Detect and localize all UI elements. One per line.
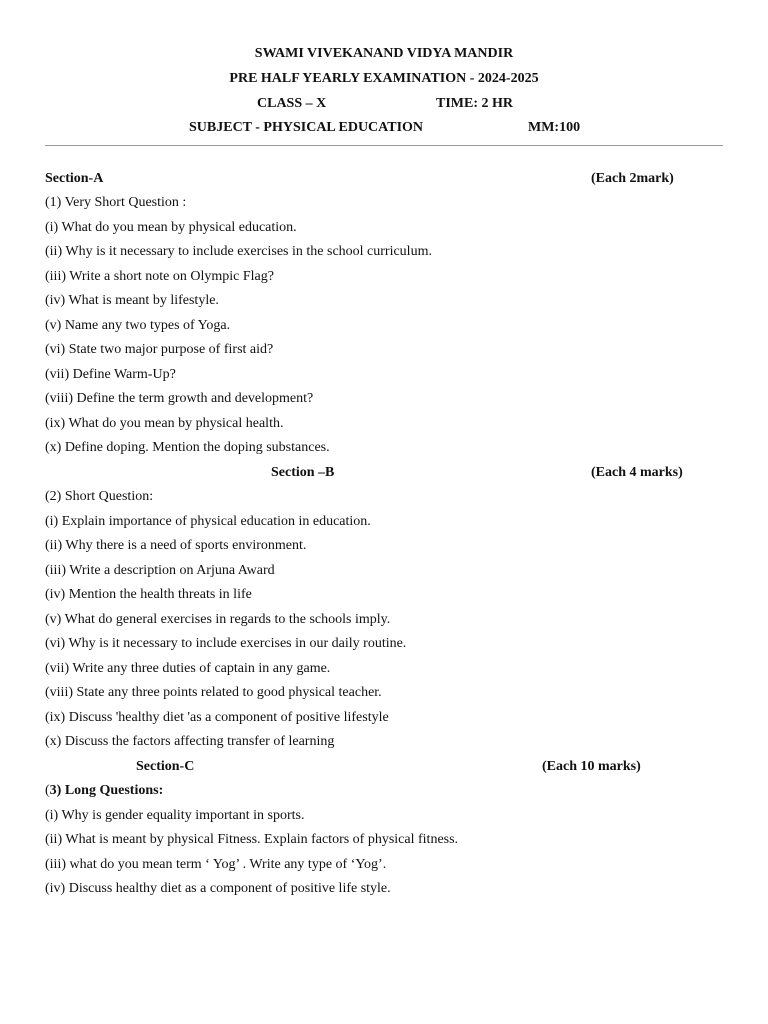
question-a-6: (vi) State two major purpose of first aid? xyxy=(45,342,274,357)
question-c-2: (ii) What is meant by physical Fitness. Explain factors of physical fitness. xyxy=(45,832,459,847)
question-a-5: (v) Name any two types of Yoga. xyxy=(45,318,231,333)
section-c-intro-label: 3) Long Questions: xyxy=(49,783,164,798)
question-a-4: (iv) What is meant by lifestyle. xyxy=(45,293,219,308)
question-b-7: (vii) Write any three duties of captain in any game. xyxy=(45,661,331,676)
question-a-10: (x) Define doping. Mention the doping substances. xyxy=(45,440,330,455)
section-c-intro-paren: ( xyxy=(45,783,50,798)
section-b-marks: (Each 4 marks) xyxy=(591,465,683,480)
subject-label: SUBJECT - PHYSICAL EDUCATION xyxy=(189,120,424,135)
question-a-7: (vii) Define Warm-Up? xyxy=(45,367,176,382)
header-divider xyxy=(45,145,723,146)
section-c-intro xyxy=(45,783,163,799)
question-b-9: (ix) Discuss 'healthy diet 'as a component of positive lifestyle xyxy=(45,710,389,725)
question-a-2: (ii) Why is it necessary to include exercises in the school curriculum. xyxy=(45,244,432,259)
question-b-4: (iv) Mention the health threats in life xyxy=(45,587,252,602)
question-a-8: (viii) Define the term growth and development? xyxy=(45,391,314,406)
question-c-4: (iv) Discuss healthy diet as a component of positive life style. xyxy=(45,881,391,896)
question-c-3: (iii) what do you mean term ‘ Yog’ . Write any type of ‘Yog’. xyxy=(45,857,387,872)
question-c-1: (i) Why is gender equality important in sports. xyxy=(45,808,305,823)
question-b-10: (x) Discuss the factors affecting transfer of learning xyxy=(45,734,335,749)
question-a-9: (ix) What do you mean by physical health. xyxy=(45,416,284,431)
question-b-2: (ii) Why there is a need of sports environment. xyxy=(45,538,307,553)
section-a-marks: (Each 2mark) xyxy=(591,171,674,186)
section-c-marks: (Each 10 marks) xyxy=(542,759,641,774)
max-marks-label: MM:100 xyxy=(528,120,581,135)
question-a-1: (i) What do you mean by physical education. xyxy=(45,220,297,235)
time-label: TIME: 2 HR xyxy=(436,96,513,111)
section-b-intro: (2) Short Question: xyxy=(45,489,154,504)
section-a-title: Section-A xyxy=(45,171,104,186)
question-a-3: (iii) Write a short note on Olympic Flag? xyxy=(45,269,274,284)
section-c-title: Section-C xyxy=(136,759,195,774)
section-b-title: Section –B xyxy=(271,465,335,480)
section-a-intro: (1) Very Short Question : xyxy=(45,195,187,210)
question-b-3: (iii) Write a description on Arjuna Award xyxy=(45,563,275,578)
class-label: CLASS – X xyxy=(257,96,327,111)
school-name: SWAMI VIVEKANAND VIDYA MANDIR xyxy=(254,46,514,61)
question-b-1: (i) Explain importance of physical education in education. xyxy=(45,514,371,529)
question-b-8: (viii) State any three points related to good physical teacher. xyxy=(45,685,382,700)
exam-title: PRE HALF YEARLY EXAMINATION - 2024-2025 xyxy=(229,71,539,86)
question-b-6: (vi) Why is it necessary to include exercises in our daily routine. xyxy=(45,636,407,651)
question-b-5: (v) What do general exercises in regards to the schools imply. xyxy=(45,612,391,627)
